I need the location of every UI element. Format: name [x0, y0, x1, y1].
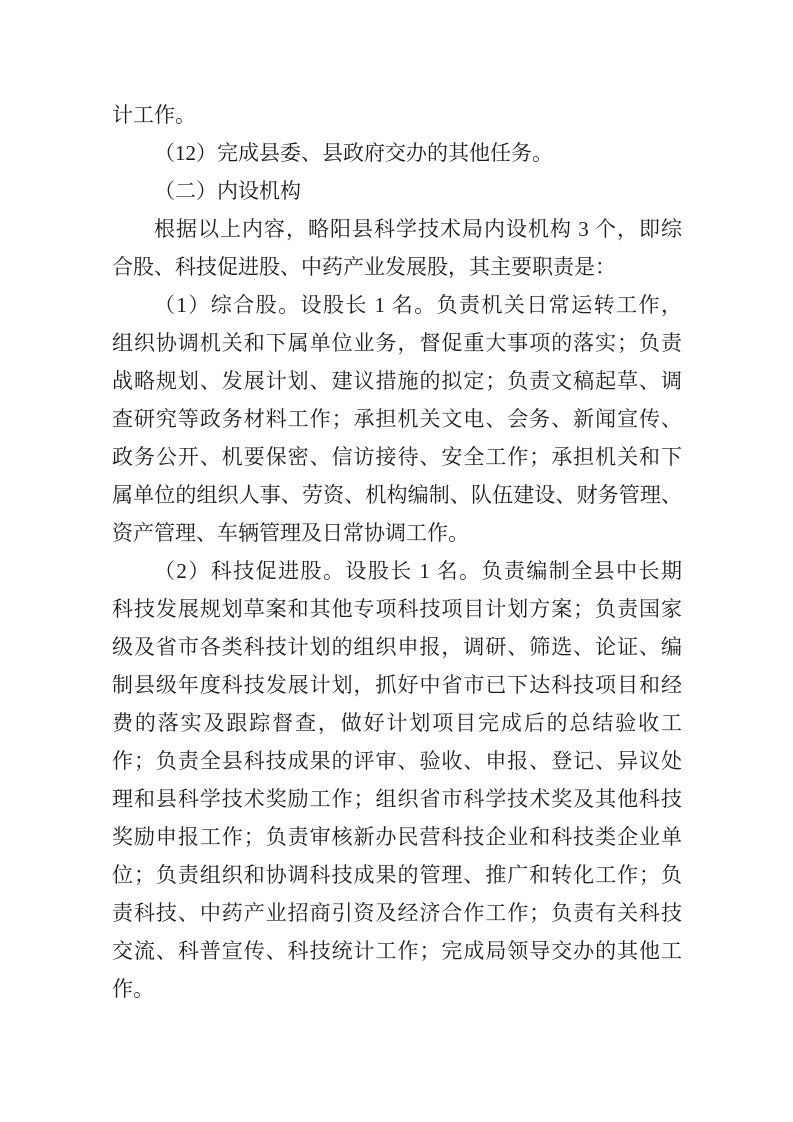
paragraph-line: 计工作。 [112, 103, 196, 127]
paragraph-line: 交流、科普宣传、科技统计工作；完成局领导交办的其他工 [112, 939, 682, 963]
paragraph-line: 组织协调机关和下属单位业务，督促重大事项的落实；负责 [112, 331, 682, 355]
paragraph-line: 属单位的组织人事、劳资、机构编制、队伍建设、财务管理、 [112, 483, 682, 507]
paragraph-line: 级及省市各类科技计划的组织申报，调研、筛选、论证、编 [112, 635, 682, 659]
paragraph-line: 查研究等政务材料工作；承担机关文电、会务、新闻宣传、 [112, 407, 682, 431]
paragraph-line: 作。 [112, 977, 154, 1001]
paragraph-line: 战略规划、发展计划、建议措施的拟定；负责文稿起草、调 [112, 369, 682, 393]
paragraph-line: 奖励申报工作；负责审核新办民营科技企业和科技类企业单 [112, 825, 682, 849]
paragraph-line: 理和县科学技术奖励工作；组织省市科学技术奖及其他科技 [112, 787, 682, 811]
paragraph-line: （二）内设机构 [154, 179, 301, 203]
paragraph-line: 位；负责组织和协调科技成果的管理、推广和转化工作；负 [112, 863, 682, 887]
paragraph-line: 作；负责全县科技成果的评审、验收、申报、登记、异议处 [112, 749, 682, 773]
paragraph-line: （1）综合股。设股长 1 名。负责机关日常运转工作， [154, 293, 682, 317]
paragraph-line: （2）科技促进股。设股长 1 名。负责编制全县中长期 [154, 559, 682, 583]
paragraph-line: 科技发展规划草案和其他专项科技项目计划方案；负责国家 [112, 597, 682, 621]
paragraph-line: 根据以上内容，略阳县科学技术局内设机构 3 个，即综 [154, 217, 682, 241]
paragraph-line: （12）完成县委、县政府交办的其他任务。 [154, 141, 553, 165]
paragraph-line: 责科技、中药产业招商引资及经济合作工作；负责有关科技 [112, 901, 682, 925]
paragraph-line: 合股、科技促进股、中药产业发展股，其主要职责是： [112, 255, 616, 279]
paragraph-line: 资产管理、车辆管理及日常协调工作。 [112, 521, 469, 545]
paragraph-line: 费的落实及跟踪督查，做好计划项目完成后的总结验收工 [112, 711, 682, 735]
document-body-text [112, 96, 682, 1008]
paragraph-line: 政务公开、机要保密、信访接待、安全工作；承担机关和下 [112, 445, 682, 469]
paragraph-line: 制县级年度科技发展计划，抓好中省市已下达科技项目和经 [112, 673, 682, 697]
